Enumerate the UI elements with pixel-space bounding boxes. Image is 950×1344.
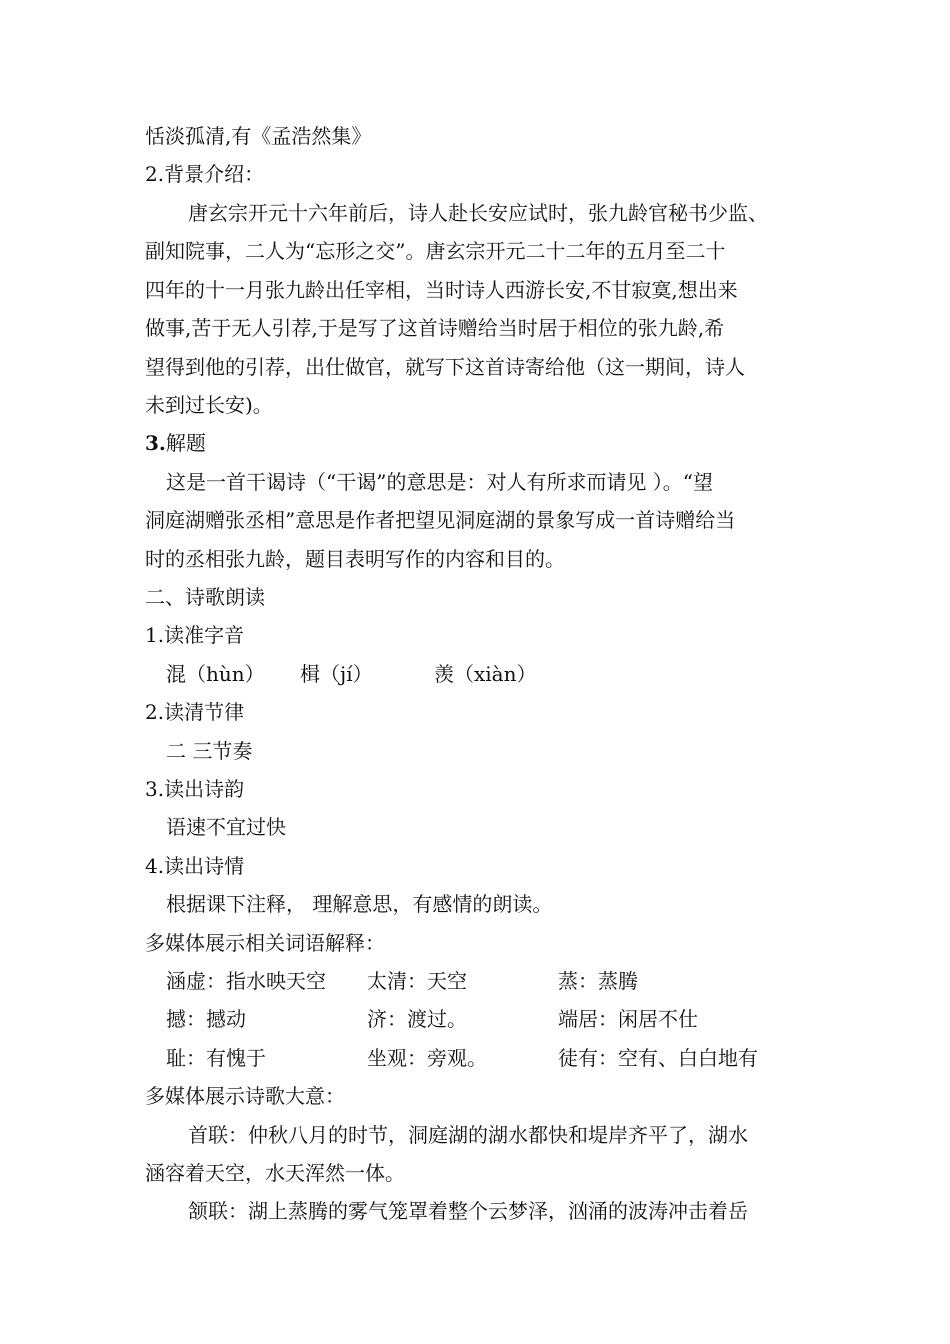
section-number: 3. xyxy=(145,431,166,455)
vocab-item: 太清：天空 xyxy=(367,969,467,993)
title-explanation-line: 时的丞相张九龄，题目表明写作的内容和目的。 xyxy=(145,547,565,571)
vocab-item: 济：渡过。 xyxy=(367,1007,467,1031)
pinyin-item: 混（hùn） xyxy=(166,662,265,686)
reading-step-1: 1.读准字音 xyxy=(145,623,245,647)
vocab-item: 撼：撼动 xyxy=(166,1007,246,1031)
meaning-line: 涵容着天空，水天浑然一体。 xyxy=(145,1161,405,1185)
vocab-item: 坐观：旁观。 xyxy=(367,1046,487,1070)
reading-step-3-body: 语速不宜过快 xyxy=(166,815,286,839)
section-heading-title xyxy=(145,428,206,458)
multimedia-meaning-heading: 多媒体展示诗歌大意： xyxy=(145,1084,345,1108)
reading-step-3: 3.读出诗韵 xyxy=(145,777,245,801)
pinyin-item: 羡（xiàn） xyxy=(434,662,537,686)
vocab-item: 涵虚：指水映天空 xyxy=(166,969,326,993)
meaning-line: 颔联：湖上蒸腾的雾气笼罩着整个云梦泽，汹涌的波涛冲击着岳 xyxy=(188,1199,748,1223)
section-heading-background: 2.背景介绍： xyxy=(145,162,265,186)
background-paragraph-line: 四年的十一月张九龄出任宰相，当时诗人西游长安,不甘寂寞,想出来 xyxy=(145,278,738,302)
title-explanation-line: 这是一首干谒诗（“干谒”的意思是：对人有所求而请见 ）。“望 xyxy=(166,470,714,494)
vocab-item: 耻：有愧于 xyxy=(166,1046,266,1070)
reading-step-2: 2.读清节律 xyxy=(145,700,245,724)
background-paragraph-line: 望得到他的引荐，出仕做官，就写下这首诗寄给他（这一期间，诗人 xyxy=(145,355,745,379)
title-explanation-line: 洞庭湖赠张丞相”意思是作者把望见洞庭湖的景象写成一首诗赠给当 xyxy=(145,508,736,532)
vocab-item: 徒有：空有、白白地有 xyxy=(558,1046,758,1070)
background-paragraph-line: 唐玄宗开元十六年前后，诗人赴长安应试时，张九龄官秘书少监、 xyxy=(188,201,768,225)
section-heading-reading: 二、诗歌朗读 xyxy=(145,585,265,609)
reading-step-2-body: 二 三节奏 xyxy=(166,739,253,763)
background-paragraph-line: 未到过长安)。 xyxy=(145,393,273,417)
meaning-line: 首联：仲秋八月的时节，洞庭湖的湖水都快和堤岸齐平了，湖水 xyxy=(188,1123,748,1147)
background-paragraph-line: 副知院事，二人为“忘形之交”。唐玄宗开元二十二年的五月至二十 xyxy=(145,239,726,263)
multimedia-vocab-heading: 多媒体展示相关词语解释： xyxy=(145,931,385,955)
text-line: 恬淡孤清,有《孟浩然集》 xyxy=(145,124,372,148)
pinyin-item: 楫（jí） xyxy=(300,662,373,686)
vocab-item: 端居：闲居不仕 xyxy=(558,1007,698,1031)
reading-step-4-body: 根据课下注释， 理解意思，有感情的朗读。 xyxy=(166,892,553,916)
vocab-item: 蒸：蒸腾 xyxy=(558,969,638,993)
background-paragraph-line: 做事,苦于无人引荐,于是写了这首诗赠给当时居于相位的张九龄,希 xyxy=(145,316,725,340)
reading-step-4: 4.读出诗情 xyxy=(145,854,245,878)
section-title: 解题 xyxy=(165,431,206,455)
